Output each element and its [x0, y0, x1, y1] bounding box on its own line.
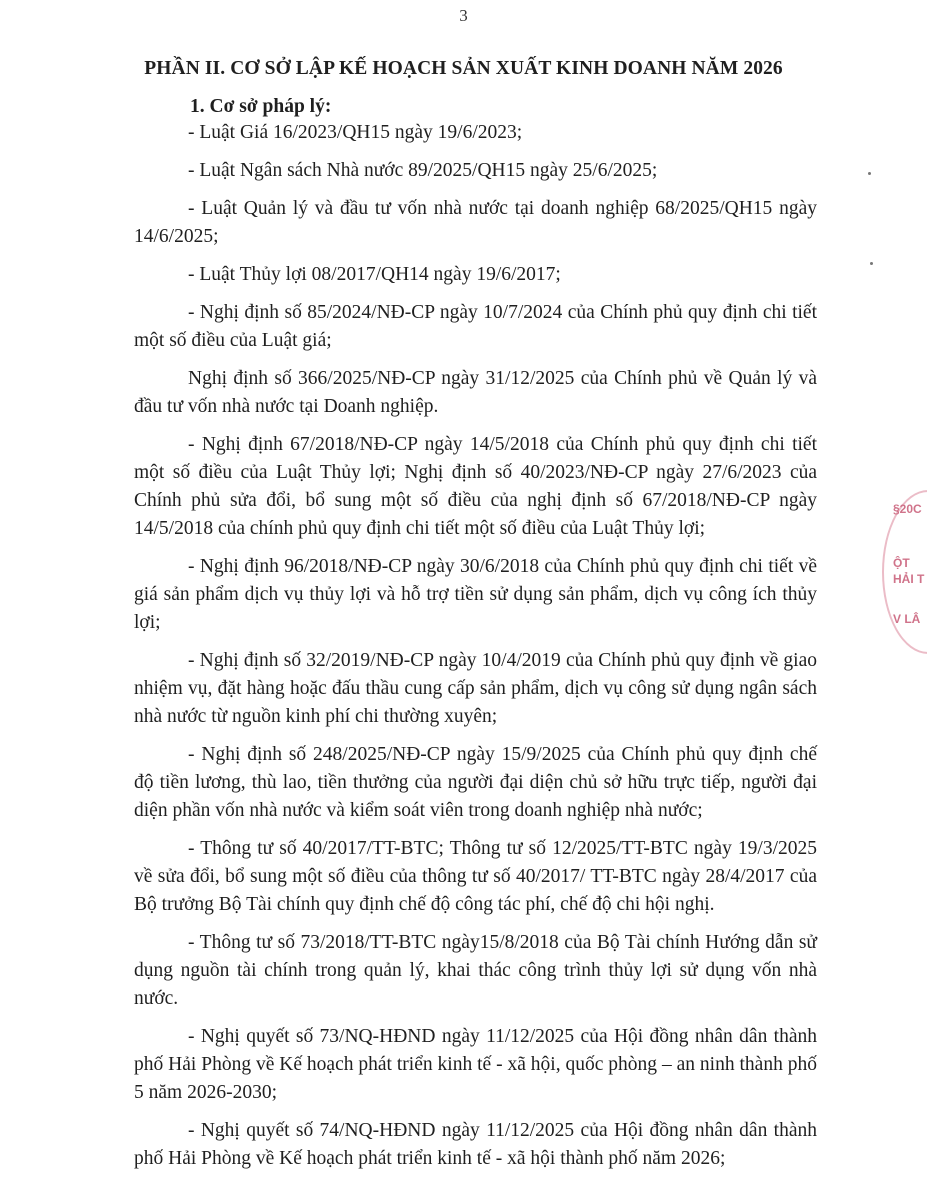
page-number: 3: [459, 6, 468, 25]
paragraph-luat-quan-ly-von: - Luật Quản lý và đầu tư vốn nhà nước tại doanh nghiệp 68/2025/QH15 ngày 14/6/2025;: [134, 198, 817, 247]
paragraph-nghi-dinh-67: - Nghị định 67/2018/NĐ-CP ngày 14/5/2018 của Chính phủ quy định chi tiết một số điều của Luật Thủy lợi; Nghị định số 40/2023/NĐ-CP ngày 27/6/2023 của Chính phủ sửa đổi, bổ sung một số điều của nghị định số 67/2018/NĐ-CP ngày 14/5/2018 của chính phủ quy định chi tiết một số điều của Luật Thủy lợi;: [134, 434, 817, 539]
stamp-fragment-2: ỘT: [893, 556, 910, 570]
paragraph-thong-tu-73: - Thông tư số 73/2018/TT-BTC ngày15/8/2018 của Bộ Tài chính Hướng dẫn sử dụng nguồn tài chính trong quản lý, khai thác công trình thủy lợi sử dụng vốn nhà nước.: [134, 932, 817, 1009]
stamp-fragment-3: HẢI T: [893, 572, 925, 586]
paragraph-luat-gia: - Luật Giá 16/2023/QH15 ngày 19/6/2023;: [188, 122, 523, 143]
paragraph-thong-tu-40: - Thông tư số 40/2017/TT-BTC; Thông tư số 12/2025/TT-BTC ngày 19/3/2025 về sửa đổi, bổ sung một số điều của thông tư số 40/2017/ TT-BTC ngày 28/4/2017 của Bộ trưởng Bộ Tài chính quy định chế độ công tác phí, chế độ chi hội nghị.: [134, 838, 817, 915]
paragraph-nghi-dinh-32: - Nghị định số 32/2019/NĐ-CP ngày 10/4/2019 của Chính phủ quy định về giao nhiệm vụ, đặt hàng hoặc đấu thầu cung cấp sản phẩm, dịch vụ công sử dụng ngân sách nhà nước từ nguồn kinh phí chi thường xuyên;: [134, 650, 817, 727]
paragraph-nghi-quyet-74: - Nghị quyết số 74/NQ-HĐND ngày 11/12/2025 của Hội đồng nhân dân thành phố Hải Phòng về Kế hoạch phát triển kinh tế - xã hội thành phố năm 2026;: [134, 1120, 817, 1169]
paragraph-nghi-dinh-248: - Nghị định số 248/2025/NĐ-CP ngày 15/9/2025 của Chính phủ quy định chế độ tiền lương, thù lao, tiền thưởng của người đại diện chủ sở hữu trực tiếp, người đại diện phần vốn nhà nước và kiểm soát viên trong doanh nghiệp nhà nước;: [134, 744, 817, 821]
document-body: [134, 119, 817, 1183]
stamp-fragment-1: §20C: [893, 502, 922, 516]
paragraph-nghi-quyet-73: - Nghị quyết số 73/NQ-HĐND ngày 11/12/2025 của Hội đồng nhân dân thành phố Hải Phòng về Kế hoạch phát triển kinh tế - xã hội, quốc phòng – an ninh thành phố 5 năm 2026-2030;: [134, 1026, 817, 1103]
stamp-fragment-4: V LÂ: [893, 612, 921, 626]
paragraph-luat-thuy-loi: - Luật Thủy lợi 08/2017/QH14 ngày 19/6/2017;: [188, 264, 561, 285]
scan-speck: [868, 172, 871, 175]
paragraph-nghi-dinh-96: - Nghị định 96/2018/NĐ-CP ngày 30/6/2018 của Chính phủ quy định chi tiết về giá sản phẩm dịch vụ thủy lợi và hỗ trợ tiền sử dụng sản phẩm, dịch vụ công ích thủy lợi;: [134, 556, 817, 633]
paragraph-nghi-dinh-85: - Nghị định số 85/2024/NĐ-CP ngày 10/7/2024 của Chính phủ quy định chi tiết một số điều của Luật giá;: [134, 302, 817, 351]
paragraph-luat-ngan-sach: - Luật Ngân sách Nhà nước 89/2025/QH15 ngày 25/6/2025;: [188, 160, 658, 181]
section-title: PHẦN II. CƠ SỞ LẬP KẾ HOẠCH SẢN XUẤT KINH DOANH NĂM 2026: [144, 58, 783, 79]
paragraph-nghi-dinh-366: Nghị định số 366/2025/NĐ-CP ngày 31/12/2025 của Chính phủ về Quản lý và đầu tư vốn nhà nước tại Doanh nghiệp.: [134, 368, 817, 417]
subsection-title: 1. Cơ sở pháp lý:: [190, 96, 332, 117]
scan-speck: [870, 262, 873, 265]
